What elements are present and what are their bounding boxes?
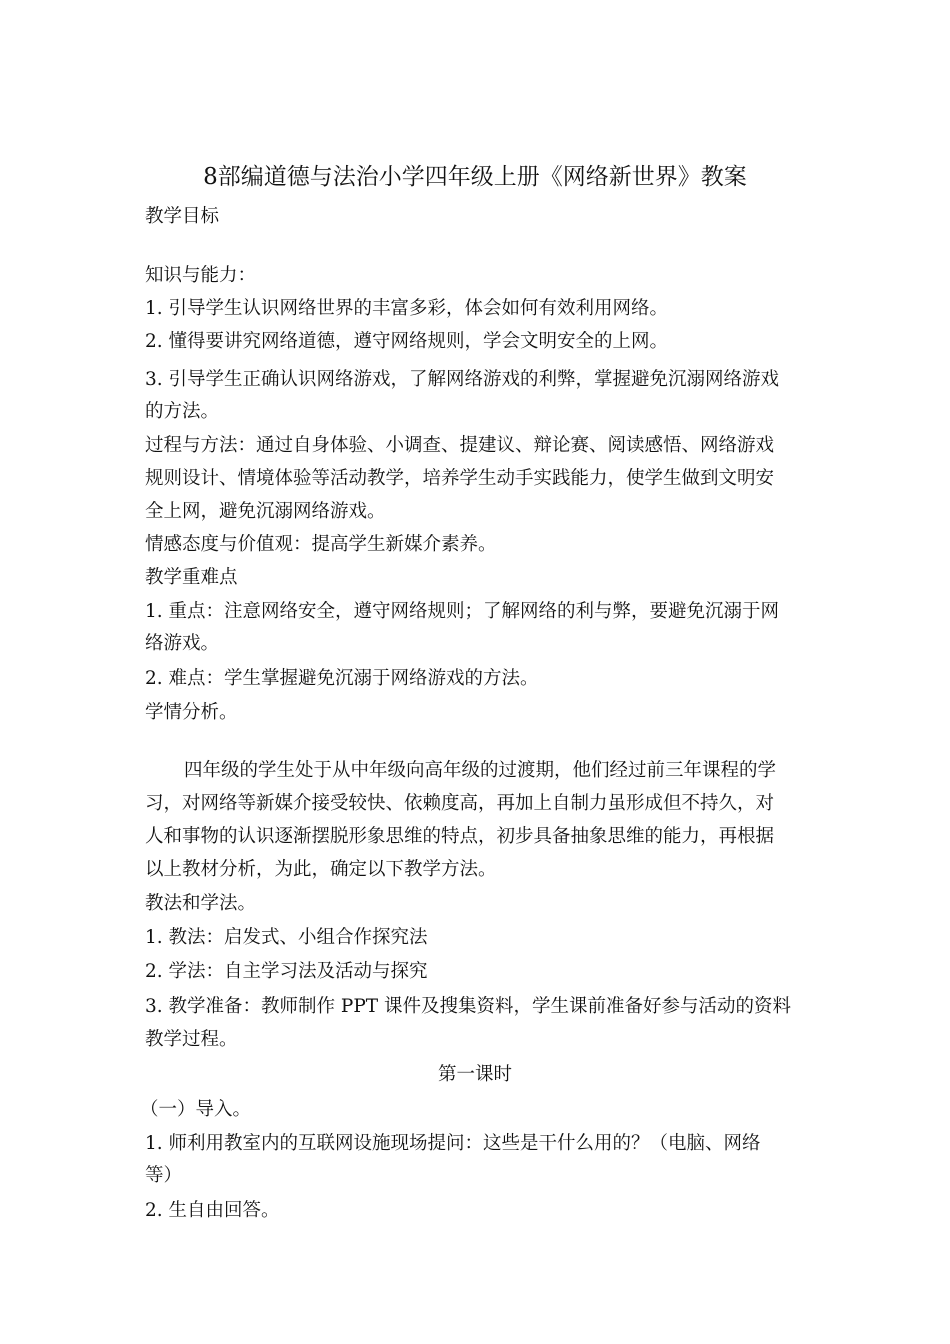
emotion-values: 情感态度与价值观：提高学生新媒介素养。 — [145, 534, 497, 555]
goal-item-3: 3. 引导学生正确认识网络游戏，了解网络游戏的利弊，掌握避免沉溺网络游戏 — [145, 369, 780, 390]
process-method-line-2: 规则设计、情境体验等活动教学，培养学生动手实践能力，使学生做到文明安 — [145, 468, 775, 489]
key-point-2: 2. 难点：学生掌握避免沉溺于网络游戏的方法。 — [145, 668, 539, 689]
lesson-one-heading: 第一课时 — [437, 1064, 512, 1085]
intro-item-1: 1. 师利用教室内的互联网设施现场提问：这些是干什么用的？（电脑、网络 — [145, 1133, 761, 1154]
key-point-1-cont: 络游戏。 — [145, 633, 220, 654]
goal-item-3-cont: 的方法。 — [145, 401, 220, 422]
method-item-2: 2. 学法：自主学习法及活动与探究 — [145, 961, 428, 982]
heading-teaching-goals: 教学目标 — [145, 206, 220, 227]
goal-item-1: 1. 引导学生认识网络世界的丰富多彩，体会如何有效利用网络。 — [145, 298, 669, 319]
key-point-1: 1. 重点：注意网络安全，遵守网络规则；了解网络的利与弊，要避免沉溺于网 — [145, 601, 780, 622]
heading-teaching-process: 教学过程。 — [145, 1029, 238, 1050]
analysis-para-line-4: 以上教材分析，为此，确定以下教学方法。 — [145, 859, 497, 880]
analysis-para-line-3: 人和事物的认识逐渐摆脱形象思维的特点，初步具备抽象思维的能力，再根据 — [145, 826, 775, 847]
document-title: 8部编道德与法治小学四年级上册《网络新世界》教案 — [203, 164, 747, 190]
method-item-1: 1. 教法：启发式、小组合作探究法 — [145, 927, 428, 948]
analysis-para-line-2: 习，对网络等新媒介接受较快、依赖度高，再加上自制力虽形成但不持久，对 — [145, 793, 775, 814]
process-method-line-1: 过程与方法：通过自身体验、小调查、提建议、辩论赛、阅读感悟、网络游戏 — [145, 435, 775, 456]
process-method-line-3: 全上网，避免沉溺网络游戏。 — [145, 501, 386, 522]
heading-knowledge-ability: 知识与能力： — [145, 265, 257, 286]
intro-item-2: 2. 生自由回答。 — [145, 1200, 280, 1221]
heading-key-points: 教学重难点 — [145, 567, 238, 588]
heading-methods: 教法和学法。 — [145, 893, 257, 914]
method-item-3: 3. 教学准备：教师制作 PPT 课件及搜集资料，学生课前准备好参与活动的资料 — [145, 996, 792, 1017]
goal-item-2: 2. 懂得要讲究网络道德，遵守网络规则，学会文明安全的上网。 — [145, 331, 669, 352]
heading-student-analysis: 学情分析。 — [145, 702, 238, 723]
section-introduction: （一）导入。 — [140, 1099, 252, 1120]
analysis-para-line-1: 四年级的学生处于从中年级向高年级的过渡期，他们经过前三年课程的学 — [184, 760, 777, 781]
intro-item-1-cont: 等） — [145, 1165, 183, 1186]
